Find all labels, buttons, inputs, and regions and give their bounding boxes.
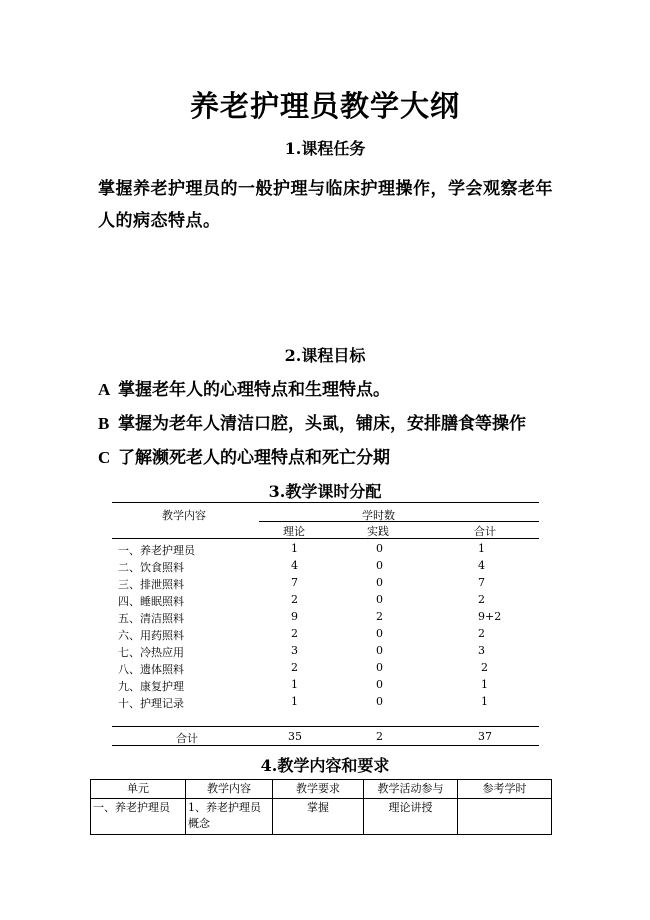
- row-name: 八、遗体照料: [118, 663, 184, 676]
- row-total: 2: [478, 593, 485, 606]
- row-total: 7: [478, 576, 485, 589]
- table-row: [91, 799, 552, 835]
- table-rule-bottom: [112, 745, 539, 746]
- document-title: 养老护理员教学大纲: [189, 89, 460, 123]
- section1-heading: 1.课程任务: [284, 139, 366, 158]
- goal-text: 掌握老年人的心理特点和生理特点。: [118, 380, 390, 400]
- row-name: 二、饮食照料: [118, 561, 184, 574]
- row-practice: 0: [376, 576, 383, 589]
- row-name: 六、用药照料: [118, 629, 184, 642]
- header-unit: 单元: [91, 780, 186, 799]
- row-name: 九、康复护理: [118, 680, 184, 693]
- col-header-total: 合计: [474, 525, 496, 538]
- col-header-theory: 理论: [283, 525, 305, 538]
- row-total: 2: [481, 661, 488, 674]
- row-theory: 1: [291, 678, 298, 691]
- table-rule-head: [112, 538, 539, 539]
- row-total: 1: [481, 695, 488, 708]
- sum-theory: 35: [288, 730, 302, 743]
- goal-letter: A: [98, 380, 111, 399]
- cell-requirement: 掌握: [273, 799, 364, 835]
- col-header-content: 教学内容: [162, 509, 206, 522]
- sum-practice: 2: [376, 730, 383, 743]
- goal-letter: B: [98, 414, 110, 433]
- row-theory: 2: [291, 661, 298, 674]
- header-activity: 教学活动参与: [364, 780, 458, 799]
- cell-activity: 理论讲授: [364, 799, 458, 835]
- goal-text: 掌握为老年人清洁口腔，头虱，铺床，安排膳食等操作: [118, 414, 526, 434]
- section1-line2: 人的病态特点。: [98, 211, 221, 231]
- sum-total: 37: [478, 730, 492, 743]
- table-rule-sum: [112, 726, 539, 727]
- row-practice: 0: [376, 542, 383, 555]
- section4-heading: 4.教学内容和要求: [260, 756, 390, 775]
- table-header-row: [91, 780, 552, 799]
- content-table: [90, 779, 552, 835]
- section3-heading: 3.教学课时分配: [268, 482, 382, 501]
- cell-unit: 一、养老护理员: [91, 799, 186, 835]
- row-theory: 4: [291, 559, 298, 572]
- row-name: 十、护理记录: [118, 697, 184, 710]
- table-rule-top: [112, 502, 539, 503]
- row-total: 4: [478, 559, 485, 572]
- row-name: 一、养老护理员: [118, 544, 195, 557]
- goal-letter: C: [98, 448, 111, 467]
- cell-hours: [458, 799, 552, 835]
- row-practice: 0: [376, 695, 383, 708]
- header-content: 教学内容: [186, 780, 273, 799]
- section2-heading: 2.课程目标: [284, 346, 366, 365]
- row-practice: 0: [376, 678, 383, 691]
- row-total: 1: [478, 542, 485, 555]
- row-name: 四、睡眠照料: [118, 595, 184, 608]
- row-practice: 0: [376, 644, 383, 657]
- row-theory: 3: [291, 644, 298, 657]
- row-total: 3: [478, 644, 485, 657]
- row-name: 五、清洁照料: [118, 612, 184, 625]
- section1-line1: 掌握养老护理员的一般护理与临床护理操作，学会观察老年: [98, 179, 553, 199]
- row-total: 2: [478, 627, 485, 640]
- row-total: 9+2: [478, 610, 502, 623]
- row-theory: 1: [291, 695, 298, 708]
- row-theory: 2: [291, 627, 298, 640]
- row-theory: 2: [291, 593, 298, 606]
- goal-text: 了解濒死老人的心理特点和死亡分期: [118, 448, 390, 468]
- col-header-hours: 学时数: [362, 509, 395, 522]
- header-requirement: 教学要求: [273, 780, 364, 799]
- row-theory: 1: [291, 542, 298, 555]
- sum-label: 合计: [176, 732, 198, 745]
- cell-content: 1、养老护理员概念: [186, 799, 273, 835]
- row-total: 1: [481, 678, 488, 691]
- row-theory: 7: [291, 576, 298, 589]
- table-rule-sub: [259, 521, 539, 522]
- row-practice: 0: [376, 661, 383, 674]
- row-practice: 2: [376, 610, 383, 623]
- row-practice: 0: [376, 559, 383, 572]
- row-practice: 0: [376, 593, 383, 606]
- row-name: 七、冷热应用: [118, 646, 184, 659]
- row-practice: 0: [376, 627, 383, 640]
- row-name: 三、排泄照料: [118, 578, 184, 591]
- header-hours: 参考学时: [458, 780, 552, 799]
- row-theory: 9: [291, 610, 298, 623]
- col-header-practice: 实践: [367, 525, 389, 538]
